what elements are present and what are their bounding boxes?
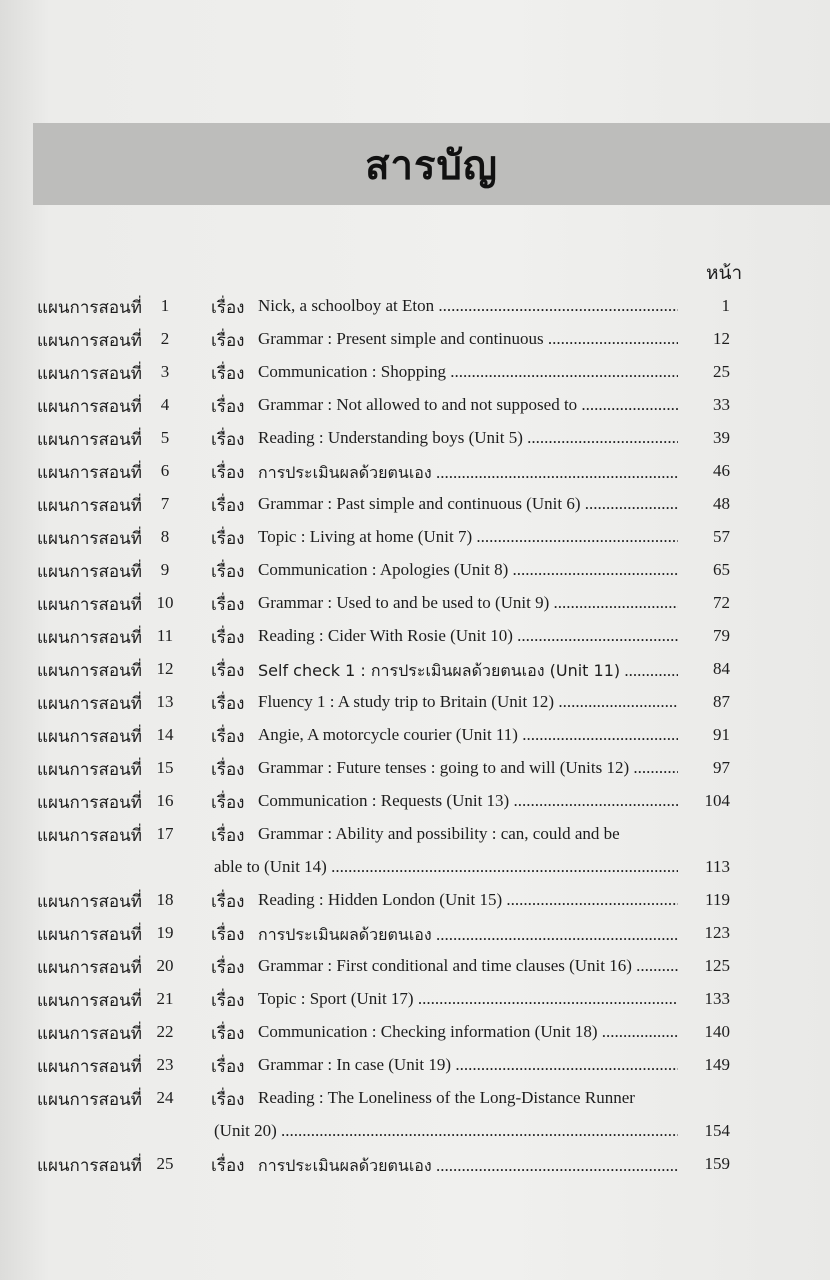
- toc-row: [0, 917, 830, 950]
- plan-label: แผนการสอนที่: [37, 496, 142, 516]
- toc-row: [0, 785, 830, 818]
- toc-row: [0, 1049, 830, 1082]
- entry-title: [258, 428, 678, 448]
- page-number: 65: [713, 560, 730, 579]
- topic-label: เรื่อง: [211, 892, 245, 912]
- topic-label: เรื่อง: [211, 793, 245, 813]
- topic-label: เรื่อง: [211, 496, 245, 516]
- entry-title-text: Grammar : Future tenses : going to and will (Units 12): [258, 758, 630, 777]
- page-number: 39: [713, 428, 730, 447]
- entry-title-text: Grammar : Present simple and continuous: [258, 329, 544, 348]
- toc-row: [0, 521, 830, 554]
- page-number: 57: [713, 527, 730, 546]
- plan-label: แผนการสอนที่: [37, 331, 142, 351]
- entry-title-continued: [214, 1121, 678, 1141]
- page-number: 133: [704, 989, 730, 1008]
- topic-label: เรื่อง: [211, 694, 245, 714]
- toc-row: [0, 686, 830, 719]
- plan-number: 13: [156, 692, 174, 711]
- plan-number: 9: [160, 560, 170, 579]
- toc-row: [0, 356, 830, 389]
- plan-number: 8: [160, 527, 170, 546]
- entry-title-text: Grammar : Past simple and continuous (Unit 6): [258, 494, 581, 513]
- plan-label: แผนการสอนที่: [37, 628, 142, 648]
- entry-title: [258, 824, 678, 844]
- entry-title-text: Nick, a schoolboy at Eton: [258, 296, 435, 315]
- plan-label: แผนการสอนที่: [37, 1057, 142, 1077]
- page-number: 72: [713, 593, 730, 612]
- plan-number: 2: [160, 329, 170, 348]
- entry-title-continued: [214, 857, 678, 877]
- dot-leader: [597, 1022, 678, 1041]
- dot-leader: [509, 791, 678, 810]
- entry-title-continued-text: (Unit 20): [214, 1121, 277, 1140]
- plan-number: 3: [160, 362, 170, 381]
- entry-title: [258, 758, 678, 778]
- page-number: 125: [704, 956, 730, 975]
- plan-number: 16: [156, 791, 174, 810]
- entry-title-text: Grammar : First conditional and time clauses (Unit 16): [258, 956, 632, 975]
- entry-title-text: การประเมินผลด้วยตนเอง: [258, 925, 432, 944]
- entry-title: [258, 1055, 678, 1075]
- plan-label: แผนการสอนที่: [37, 925, 142, 945]
- toc-row: [0, 488, 830, 521]
- plan-label: แผนการสอนที่: [37, 826, 142, 846]
- plan-label: แผนการสอนที่: [37, 298, 142, 318]
- page-number: 113: [705, 857, 730, 876]
- entry-title-text: Reading : Cider With Rosie (Unit 10): [258, 626, 513, 645]
- dot-leader: [414, 989, 678, 1008]
- dot-leader: [554, 692, 678, 711]
- plan-label: แผนการสอนที่: [37, 991, 142, 1011]
- entry-title-text: Grammar : Used to and be used to (Unit 9): [258, 593, 550, 612]
- toc-row: [0, 587, 830, 620]
- dot-leader: [620, 661, 678, 680]
- topic-label: เรื่อง: [211, 430, 245, 450]
- plan-number: 15: [156, 758, 174, 777]
- dot-leader: [451, 1055, 678, 1074]
- entry-title-text: Communication : Shopping: [258, 362, 446, 381]
- plan-number: 24: [156, 1088, 174, 1107]
- plan-number: 25: [156, 1154, 174, 1173]
- plan-label: แผนการสอนที่: [37, 892, 142, 912]
- topic-label: เรื่อง: [211, 760, 245, 780]
- entry-title-text: Topic : Living at home (Unit 7): [258, 527, 473, 546]
- entry-title-text: Communication : Requests (Unit 13): [258, 791, 510, 810]
- toc-row: [0, 653, 830, 686]
- plan-label: แผนการสอนที่: [37, 694, 142, 714]
- entry-title-text: Reading : Hidden London (Unit 15): [258, 890, 503, 909]
- entry-title: [258, 560, 678, 580]
- entry-title: [258, 593, 678, 613]
- page-number: 149: [704, 1055, 730, 1074]
- toc-row: [0, 983, 830, 1016]
- plan-label: แผนการสอนที่: [37, 958, 142, 978]
- topic-label: เรื่อง: [211, 529, 245, 549]
- entry-title-text: Reading : Understanding boys (Unit 5): [258, 428, 523, 447]
- page-number: 154: [704, 1121, 730, 1140]
- entry-title: [258, 989, 678, 1009]
- page-number: 119: [705, 890, 730, 909]
- entry-title: [258, 461, 678, 486]
- plan-number: 17: [156, 824, 174, 843]
- plan-label: แผนการสอนที่: [37, 1024, 142, 1044]
- toc-row-continuation: [0, 1115, 830, 1148]
- entry-title-text: Grammar : Not allowed to and not supposed to: [258, 395, 578, 414]
- entry-title: [258, 494, 678, 514]
- toc-row-continuation: [0, 851, 830, 884]
- dot-leader: [446, 362, 678, 381]
- dot-leader: [432, 463, 678, 482]
- dot-leader: [513, 626, 678, 645]
- entry-title: [258, 329, 678, 349]
- topic-label: เรื่อง: [211, 298, 245, 318]
- entry-title: [258, 890, 678, 910]
- dot-leader: [518, 725, 678, 744]
- page-number: 97: [713, 758, 730, 777]
- entry-title: [258, 1022, 678, 1042]
- toc-row: [0, 1016, 830, 1049]
- entry-title: [258, 791, 678, 811]
- toc-row: [0, 422, 830, 455]
- entry-title: [258, 527, 678, 547]
- page-number: 159: [704, 1154, 730, 1173]
- topic-label: เรื่อง: [211, 1090, 245, 1110]
- toc-row: [0, 818, 830, 851]
- page-number: 46: [713, 461, 730, 480]
- topic-label: เรื่อง: [211, 1156, 245, 1176]
- topic-label: เรื่อง: [211, 562, 245, 582]
- page-column-label: หน้า: [706, 262, 743, 284]
- topic-label: เรื่อง: [211, 1024, 245, 1044]
- page-number: 91: [713, 725, 730, 744]
- topic-label: เรื่อง: [211, 331, 245, 351]
- plan-number: 21: [156, 989, 174, 1008]
- toc-row: [0, 290, 830, 323]
- plan-number: 18: [156, 890, 174, 909]
- toc-row: [0, 884, 830, 917]
- page-title: สารบัญ: [365, 143, 498, 189]
- topic-label: เรื่อง: [211, 925, 245, 945]
- page-number: 1: [721, 296, 730, 315]
- plan-label: แผนการสอนที่: [37, 793, 142, 813]
- topic-label: เรื่อง: [211, 1057, 245, 1077]
- dot-leader: [432, 1156, 678, 1175]
- plan-label: แผนการสอนที่: [37, 1156, 142, 1176]
- plan-label: แผนการสอนที่: [37, 760, 142, 780]
- toc-row: [0, 620, 830, 653]
- plan-number: 22: [156, 1022, 174, 1041]
- page-number: 25: [713, 362, 730, 381]
- entry-title: [258, 362, 678, 382]
- plan-label: แผนการสอนที่: [37, 595, 142, 615]
- plan-number: 5: [160, 428, 170, 447]
- plan-number: 12: [156, 659, 174, 678]
- entry-title-text: Topic : Sport (Unit 17): [258, 989, 414, 1008]
- entry-title-text: Angie, A motorcycle courier (Unit 11): [258, 725, 518, 744]
- dot-leader: [629, 758, 678, 777]
- page-number: 87: [713, 692, 730, 711]
- entry-title: [258, 956, 678, 976]
- topic-label: เรื่อง: [211, 661, 245, 681]
- entry-title: [258, 1154, 678, 1179]
- entry-title: [258, 1088, 678, 1108]
- entry-title-text: การประเมินผลด้วยตนเอง: [258, 1156, 432, 1175]
- page-number: 79: [713, 626, 730, 645]
- page-number: 48: [713, 494, 730, 513]
- entry-title: [258, 296, 678, 316]
- plan-number: 14: [156, 725, 174, 744]
- toc-row: [0, 323, 830, 356]
- entry-title: [258, 692, 678, 712]
- topic-label: เรื่อง: [211, 364, 245, 384]
- page-number: 12: [713, 329, 730, 348]
- topic-label: เรื่อง: [211, 595, 245, 615]
- page-number: 123: [704, 923, 730, 942]
- entry-title: [258, 725, 678, 745]
- toc-row: [0, 719, 830, 752]
- plan-label: แผนการสอนที่: [37, 364, 142, 384]
- toc-row: [0, 950, 830, 983]
- entry-title-text: Communication : Checking information (Unit 18): [258, 1022, 598, 1041]
- topic-label: เรื่อง: [211, 958, 245, 978]
- toc-row: [0, 1148, 830, 1181]
- dot-leader: [434, 296, 678, 315]
- toc-row: [0, 1082, 830, 1115]
- plan-number: 6: [160, 461, 170, 480]
- dot-leader: [577, 395, 678, 414]
- page-number: 33: [713, 395, 730, 414]
- plan-label: แผนการสอนที่: [37, 463, 142, 483]
- topic-label: เรื่อง: [211, 991, 245, 1011]
- topic-label: เรื่อง: [211, 397, 245, 417]
- entry-title: [258, 626, 678, 646]
- plan-number: 1: [160, 296, 170, 315]
- dot-leader: [432, 925, 678, 944]
- title-band: [33, 123, 830, 205]
- dot-leader: [544, 329, 678, 348]
- dot-leader: [472, 527, 678, 546]
- dot-leader: [327, 857, 678, 876]
- entry-title: [258, 923, 678, 948]
- dot-leader: [502, 890, 678, 909]
- plan-label: แผนการสอนที่: [37, 430, 142, 450]
- dot-leader: [277, 1121, 678, 1140]
- entry-title-text: Self check 1 : การประเมินผลด้วยตนเอง (Unit 11): [258, 661, 621, 680]
- toc-row: [0, 554, 830, 587]
- topic-label: เรื่อง: [211, 463, 245, 483]
- entry-title-text: Grammar : Ability and possibility : can, could and be: [258, 824, 620, 843]
- plan-number: 20: [156, 956, 174, 975]
- entry-title-text: การประเมินผลด้วยตนเอง: [258, 463, 432, 482]
- plan-label: แผนการสอนที่: [37, 661, 142, 681]
- plan-label: แผนการสอนที่: [37, 727, 142, 747]
- topic-label: เรื่อง: [211, 826, 245, 846]
- plan-number: 23: [156, 1055, 174, 1074]
- topic-label: เรื่อง: [211, 628, 245, 648]
- toc-row: [0, 752, 830, 785]
- dot-leader: [580, 494, 678, 513]
- plan-number: 7: [160, 494, 170, 513]
- entry-title-text: Fluency 1 : A study trip to Britain (Unit 12): [258, 692, 555, 711]
- entry-title: [258, 395, 678, 415]
- plan-number: 19: [156, 923, 174, 942]
- plan-label: แผนการสอนที่: [37, 397, 142, 417]
- page-number: 104: [704, 791, 730, 810]
- plan-label: แผนการสอนที่: [37, 529, 142, 549]
- dot-leader: [508, 560, 678, 579]
- entry-title-text: Reading : The Loneliness of the Long-Distance Runner: [258, 1088, 635, 1107]
- entry-title-continued-text: able to (Unit 14): [214, 857, 327, 876]
- plan-number: 4: [160, 395, 170, 414]
- page-number: 140: [704, 1022, 730, 1041]
- dot-leader: [632, 956, 678, 975]
- dot-leader: [523, 428, 678, 447]
- topic-label: เรื่อง: [211, 727, 245, 747]
- entry-title: [258, 659, 678, 684]
- toc-row: [0, 455, 830, 488]
- page-number: 84: [713, 659, 730, 678]
- dot-leader: [549, 593, 678, 612]
- plan-number: 10: [156, 593, 174, 612]
- entry-title-text: Communication : Apologies (Unit 8): [258, 560, 509, 579]
- plan-label: แผนการสอนที่: [37, 562, 142, 582]
- entry-title-text: Grammar : In case (Unit 19): [258, 1055, 452, 1074]
- plan-number: 11: [156, 626, 174, 645]
- plan-label: แผนการสอนที่: [37, 1090, 142, 1110]
- toc-row: [0, 389, 830, 422]
